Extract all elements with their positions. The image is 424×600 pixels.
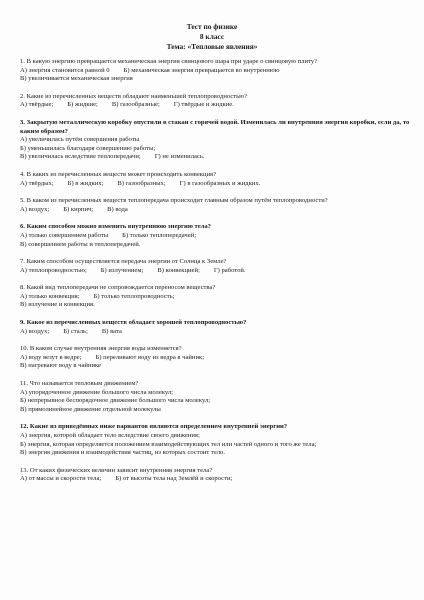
answer-options-line (20, 397, 412, 406)
answer-options-line (20, 153, 412, 162)
grade-label: 8 класс (199, 32, 225, 41)
answer-option: А) воздух; (20, 205, 50, 213)
question-text: 8. Какой вид теплопередачи не сопровождается переносом вещества? (20, 284, 216, 292)
question-text: 13. От каких физических величин зависит внутренняя энергия тела? (20, 466, 213, 474)
question-list (20, 58, 412, 493)
question-text: 1. В какую энергию превращается механическая энергия свинцового шара при ударе о свинцовую плиту? (20, 58, 318, 65)
answer-option: В) газообразных; (117, 179, 166, 187)
answer-option: В) совершением работы и теплопередачей. (20, 240, 141, 248)
question-block (20, 345, 412, 371)
answer-option: В) вода (107, 205, 128, 213)
answer-option: А) теплопроводностью; (20, 266, 87, 274)
answer-option: В) газообразные; (111, 101, 160, 109)
answer-options-line (20, 432, 412, 441)
question-text: 11. Что называется тепловым движением? (20, 380, 139, 388)
answer-options-line (20, 301, 412, 310)
question-text: 7. Каким способом осуществляется передача энергии от Солнца к Земле? (20, 258, 227, 266)
answer-option: В) нагревают воду в чайнике (20, 362, 101, 370)
answer-option: В) вата (101, 327, 122, 335)
answer-option: Б) излучением; (100, 266, 144, 274)
question-block (20, 223, 412, 249)
answer-option: В) увеличивается механическая энергия (20, 75, 133, 83)
answer-option: Б) от высоты тела над Землёй и скорости; (115, 475, 233, 483)
question-text: 6. Каким способом можно изменить внутреннюю энергию тела? (20, 223, 211, 231)
question-block (20, 93, 412, 110)
test-title: Тест по физике (186, 22, 238, 31)
question-block (20, 380, 412, 414)
answer-option: В) энергия движения и взаимодействия частиц, из которых состоит тело. (20, 449, 225, 457)
answer-options-line (20, 406, 412, 415)
answer-options-line (20, 67, 412, 76)
question-block (20, 258, 412, 275)
answer-option: Б) механическая энергия превращается во внутреннюю (123, 66, 280, 74)
answer-option: А) увеличилась путём совершения работы (20, 136, 140, 144)
answer-option: Б) только теплопроводность; (93, 292, 175, 300)
answer-option: А) твёрдых; (20, 179, 54, 187)
answer-option: А) энергия, которой обладает тело вследствие своего движения; (20, 432, 200, 439)
answer-options-line (20, 75, 412, 84)
question-text: 4. В каких из перечисленных веществ может происходить конвекция? (20, 170, 217, 178)
answer-option: Г) твёрдые и жидкие. (173, 101, 234, 109)
answer-option: Б) непрерывное беспорядочное движение большого числа молекул; (20, 397, 211, 405)
answer-option: Б) кирпич; (63, 205, 94, 213)
answer-option: Б) жидкие; (67, 101, 98, 109)
question-text: 10. В каком случае внутренняя энергия воды изменяется? (20, 345, 182, 353)
answer-option: А) упорядоченное движение большого числа молекул; (20, 388, 174, 396)
answer-options-line (20, 241, 412, 250)
question-block (20, 467, 412, 484)
answer-option: А) твёрдые; (20, 101, 54, 109)
answer-options-line (20, 354, 412, 363)
question-block (20, 197, 412, 214)
question-text: 5. В каком из перечисленных веществ теплопередача происходит главным образом путём теплопроводности? (20, 197, 328, 205)
answer-option: Б) переливают воду из ведра в чайник; (95, 353, 205, 361)
question-block (20, 58, 412, 84)
answer-option: Б) только теплопередачей; (122, 231, 197, 239)
answer-option: Б) энергия, которая определяется положением взаимодействующих тел или частей одного и того же тела; (20, 440, 317, 448)
answer-options-line (20, 328, 412, 337)
answer-option: В) излучение и конвекция. (20, 301, 95, 309)
answer-option: А) только конвекция; (20, 292, 80, 300)
answer-options-line (20, 136, 412, 145)
document-header (0, 22, 424, 52)
answer-option: Г) в газообразных и жидких. (179, 179, 261, 187)
question-block (20, 119, 412, 162)
answer-option: А) воду везут в ведре; (20, 353, 82, 361)
answer-option: Б) в жидких; (67, 179, 104, 187)
question-block (20, 284, 412, 310)
answer-options-line (20, 389, 412, 398)
answer-options-line (20, 449, 412, 458)
question-block (20, 423, 412, 457)
answer-options-line (20, 267, 412, 276)
answer-options-line (20, 475, 412, 484)
question-text: 3. Закрытую металлическую коробку опустили в стакан с горячей водой. Изменилась ли внутренняя энергия коробки, если да, то каким образом? (20, 118, 410, 135)
answer-option: А) от массы и скорости тела; (20, 475, 102, 483)
answer-option: Б) уменьшилась благодаря совершению работы; (20, 144, 156, 152)
answer-option: А) воздух; (20, 327, 50, 335)
topic-label: Тема: «Тепловые явления» (166, 42, 258, 51)
answer-options-line (20, 101, 412, 110)
answer-options-line (20, 145, 412, 154)
answer-option: В) конвекцией; (157, 266, 200, 274)
answer-option: Г) работой. (213, 266, 246, 274)
question-block (20, 171, 412, 188)
answer-option: Г) не изменилась. (154, 153, 205, 161)
answer-options-line (20, 180, 412, 189)
answer-options-line (20, 293, 412, 302)
question-text: 9. Какое из перечисленных веществ обладает хорошей теплопроводностью? (20, 319, 247, 327)
answer-options-line (20, 362, 412, 371)
answer-option: В) прямолинейное движение отдельной молекулы (20, 405, 161, 413)
answer-option: В) увеличилась вследствие теплопередачи; (20, 153, 141, 161)
answer-options-line (20, 441, 412, 450)
question-text: 2. Какие из перечисленных веществ обладают наименьшей теплопроводностью? (20, 92, 247, 100)
question-text: 12. Какие из приведённых ниже вариантов являются определением внутренней энергии? (20, 423, 288, 431)
answer-option: Б) сталь; (63, 327, 88, 335)
question-block (20, 319, 412, 336)
answer-option: А) энергия становится равной 0 (20, 66, 110, 74)
answer-option: А) только совершением работы (20, 231, 109, 239)
answer-options-line (20, 232, 412, 241)
answer-options-line (20, 206, 412, 215)
